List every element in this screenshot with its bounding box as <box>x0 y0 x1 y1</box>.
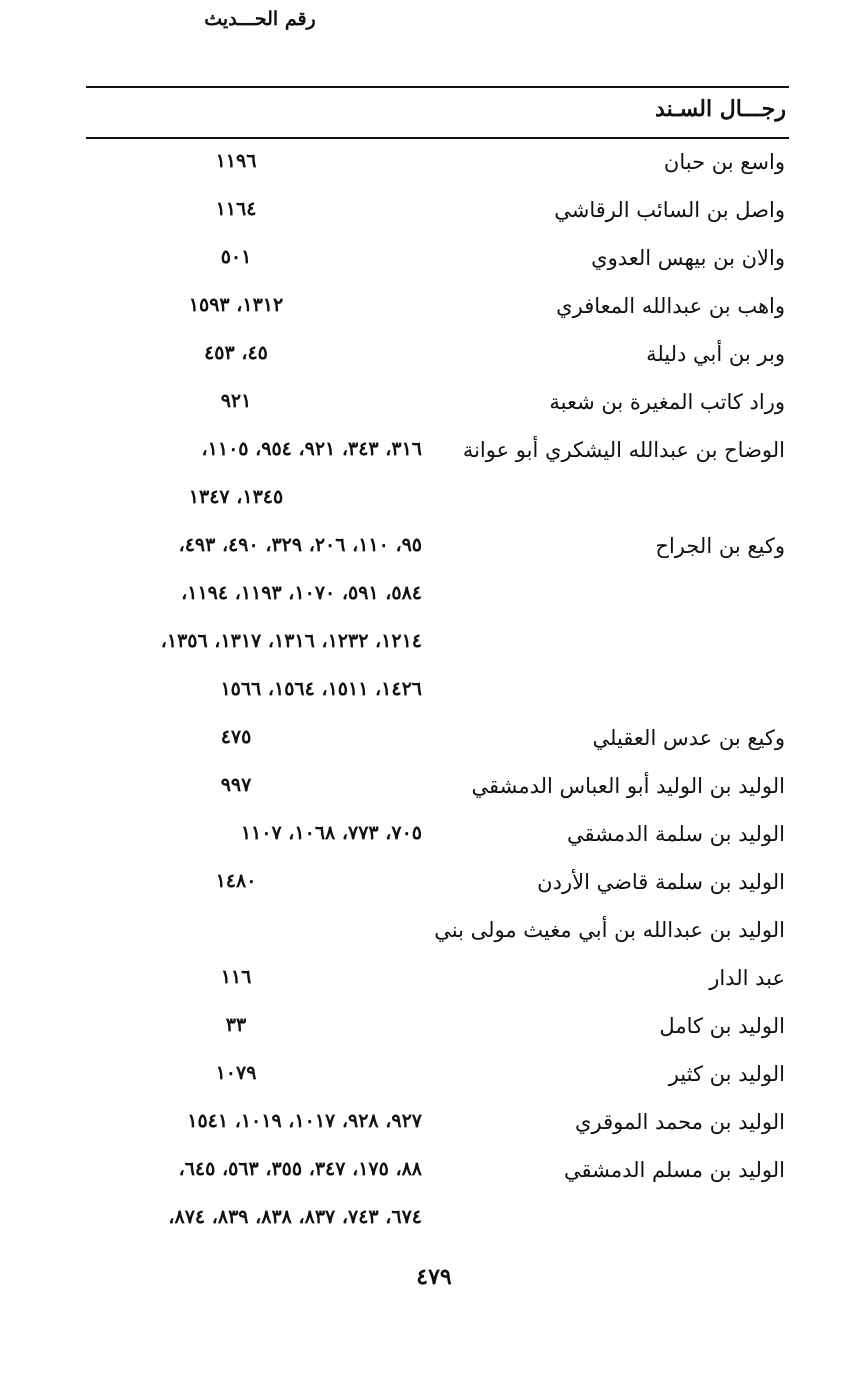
narrator-name: وراد كاتب المغيرة بن شعبة <box>549 390 785 414</box>
hadith-numbers-text: ٤٧٥ <box>220 726 252 748</box>
hadith-numbers-text: ٥٠١ <box>220 246 252 268</box>
hadith-numbers: ١٤٢٦، ١٥١١، ١٥٦٤، ١٥٦٦ <box>220 678 422 700</box>
table-row <box>86 190 789 238</box>
narrator-name: وبر بن أبي دليلة <box>646 342 785 366</box>
page-number: ٤٧٩ <box>416 1264 452 1290</box>
hadith-numbers-text: ١٤٨٠ <box>215 870 257 892</box>
narrator-name: الوليد بن مسلم الدمشقي <box>564 1158 785 1182</box>
table-row <box>86 814 789 862</box>
hadith-numbers-text: ٣٣ <box>225 1014 247 1036</box>
table-row <box>86 478 789 526</box>
hadith-numbers: ٥٨٤، ٥٩١، ١٠٧٠، ١١٩٣، ١١٩٤، <box>181 582 422 604</box>
hadith-numbers: ١٢١٤، ١٢٣٢، ١٣١٦، ١٣١٧، ١٣٥٦، <box>160 630 422 652</box>
hadith-numbers-text: ٩٢١ <box>220 390 252 412</box>
narrator-name: الوليد بن عبدالله بن أبي مغيث مولى بني <box>434 918 785 942</box>
hadith-numbers: ٧٠٥، ٧٧٣، ١٠٦٨، ١١٠٧ <box>240 822 422 844</box>
table-row <box>86 718 789 766</box>
hadith-numbers: ٦٧٤، ٧٤٣، ٨٣٧، ٨٣٨، ٨٣٩، ٨٧٤، <box>168 1206 422 1228</box>
table-row <box>86 958 789 1006</box>
hadith-numbers-text: ١٣١٢، ١٥٩٣ <box>188 294 284 316</box>
narrator-name: الوليد بن سلمة قاضي الأردن <box>537 870 785 894</box>
top-rule <box>86 86 789 88</box>
table-row <box>86 862 789 910</box>
hadith-numbers: ٩٢٧، ٩٢٨، ١٠١٧، ١٠١٩، ١٥٤١ <box>187 1110 422 1132</box>
narrator-name: الوليد بن سلمة الدمشقي <box>566 822 785 846</box>
narrator-name: واصل بن السائب الرقاشي <box>554 198 785 222</box>
hadith-numbers-text: ١١٩٦ <box>215 150 257 172</box>
table-row <box>86 1006 789 1054</box>
hadith-numbers: ٩٥، ١١٠، ٢٠٦، ٣٢٩، ٤٩٠، ٤٩٣، <box>178 534 422 556</box>
hadith-numbers: ٣١٦، ٣٤٣، ٩٢١، ٩٥٤، ١١٠٥، <box>201 438 422 460</box>
table-row <box>86 766 789 814</box>
narrator-name: وكيع بن الجراح <box>655 534 785 558</box>
table-row <box>86 1198 789 1246</box>
narrator-name: الوليد بن كامل <box>659 1014 785 1038</box>
index-table <box>86 142 789 1246</box>
table-row <box>86 1150 789 1198</box>
header-narrators: رجـــال السـند <box>655 96 786 122</box>
table-row <box>86 142 789 190</box>
hadith-numbers: ٨٨، ١٧٥، ٣٤٧، ٣٥٥، ٥٦٣، ٦٤٥، <box>178 1158 422 1180</box>
narrator-name: الوضاح بن عبدالله اليشكري أبو عوانة <box>462 438 785 462</box>
narrator-name: الوليد بن كثير <box>668 1062 785 1086</box>
table-row <box>86 334 789 382</box>
table-row <box>86 382 789 430</box>
narrator-name: واسع بن حبان <box>663 150 785 174</box>
header-hadith-numbers: رقم الحـــديث <box>204 8 316 30</box>
table-row <box>86 670 789 718</box>
table-row <box>86 1102 789 1150</box>
table-row <box>86 574 789 622</box>
hadith-numbers-text: ٩٩٧ <box>220 774 252 796</box>
hadith-numbers-text: ١١٦٤ <box>215 198 257 220</box>
table-row <box>86 910 789 958</box>
narrator-name: الوليد بن الوليد أبو العباس الدمشقي <box>471 774 785 798</box>
table-row <box>86 1054 789 1102</box>
narrator-name: الوليد بن محمد الموقري <box>575 1110 785 1134</box>
header-rule <box>86 137 789 139</box>
hadith-numbers-text: ١٠٧٩ <box>215 1062 257 1084</box>
table-row <box>86 430 789 478</box>
narrator-name: وكيع بن عدس العقيلي <box>592 726 785 750</box>
hadith-numbers-text: ٤٥، ٤٥٣ <box>204 342 268 364</box>
table-row <box>86 286 789 334</box>
table-row <box>86 526 789 574</box>
narrator-name: عبد الدار <box>709 966 785 990</box>
narrator-name: والان بن بيهس العدوي <box>591 246 785 270</box>
table-row <box>86 238 789 286</box>
narrator-name: واهب بن عبدالله المعافري <box>556 294 785 318</box>
hadith-numbers-text: ١١٦ <box>220 966 252 988</box>
table-row <box>86 622 789 670</box>
hadith-numbers-text: ١٣٤٥، ١٣٤٧ <box>188 486 284 508</box>
